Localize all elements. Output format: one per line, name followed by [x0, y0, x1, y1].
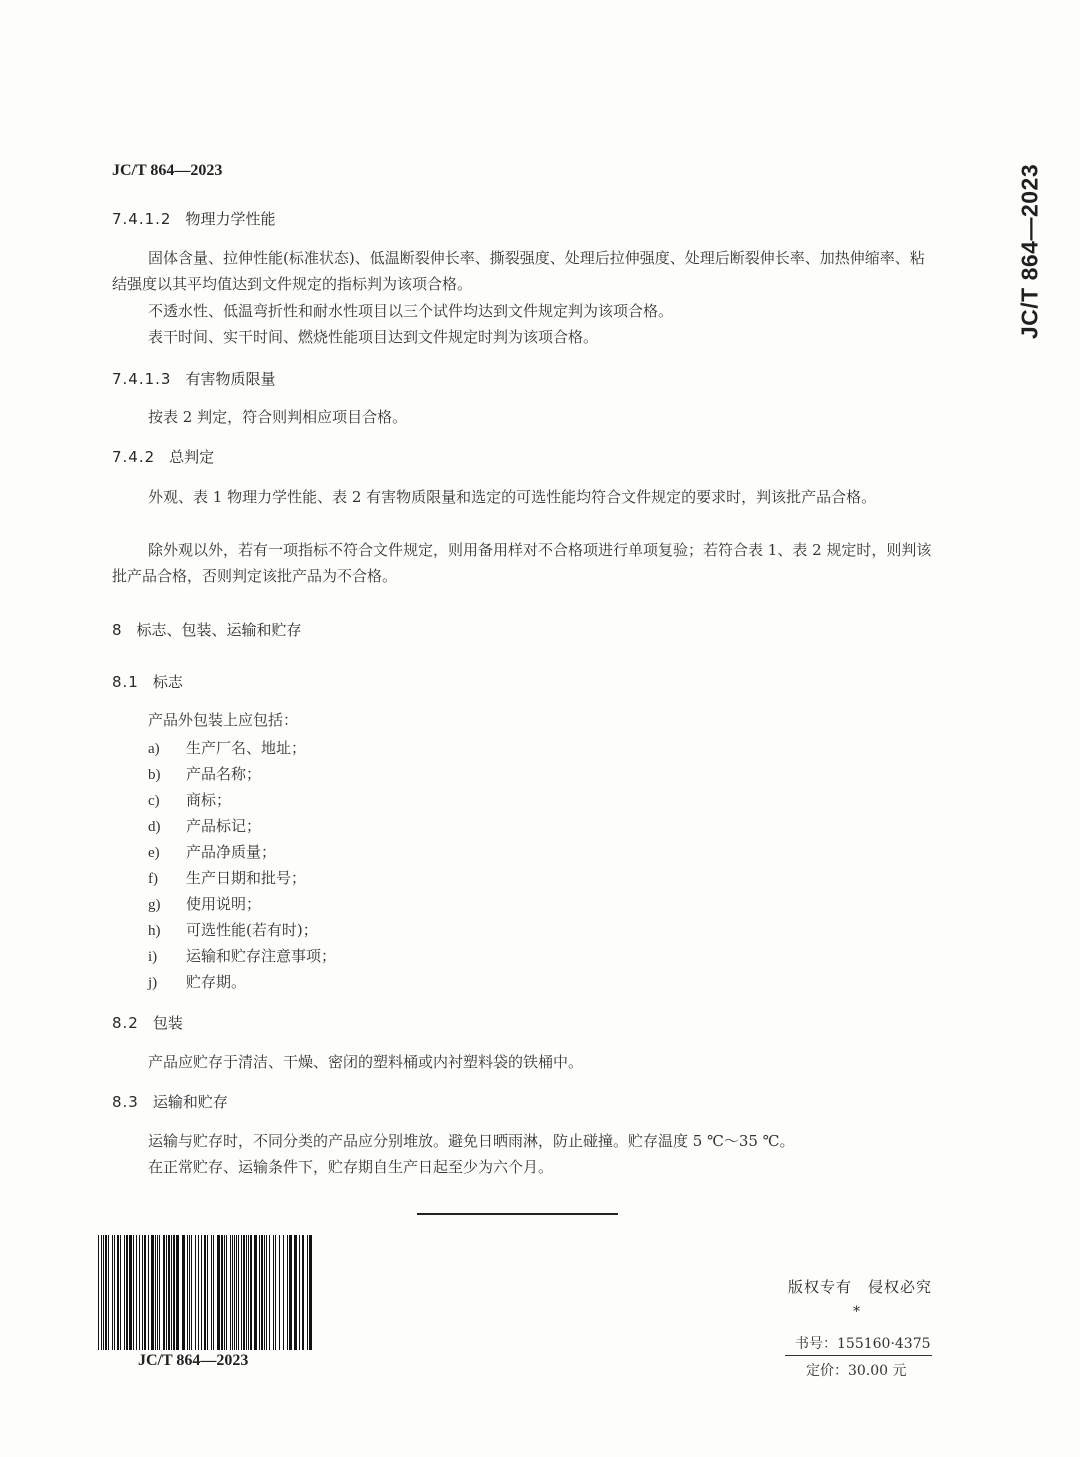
list-item: [148, 763, 261, 784]
list-item: [148, 945, 336, 966]
barcode-image: [96, 1235, 314, 1350]
barcode-bar: [294, 1235, 297, 1350]
list-item: [148, 919, 318, 940]
barcode-bar: [273, 1235, 274, 1350]
list-text: 贮存期。: [186, 973, 247, 991]
heading-number: 8.1: [112, 673, 139, 691]
list-text: 生产厂名、地址；: [186, 739, 307, 757]
barcode-bar: [283, 1235, 284, 1350]
barcode-bar: [236, 1235, 237, 1350]
barcode-bar: [112, 1235, 113, 1350]
list-marker: b): [148, 767, 161, 783]
heading-number: 7.4.2: [112, 448, 156, 466]
list-text: 使用说明；: [186, 895, 262, 913]
heading-8: [112, 619, 302, 640]
list-text: 商标；: [186, 791, 232, 809]
barcode-bar: [159, 1235, 160, 1350]
heading-title: 物理力学性能: [185, 210, 276, 228]
list-item: [148, 737, 306, 758]
barcode-bar: [142, 1235, 143, 1350]
barcode-bar: [129, 1235, 132, 1350]
paragraph: 表干时间、实干时间、燃烧性能项目达到文件规定时判为该项合格。: [148, 328, 599, 346]
price: 定价：30.00 元: [806, 1363, 907, 1379]
barcode-bar: [302, 1235, 304, 1350]
barcode-bar: [120, 1235, 121, 1350]
barcode-bar: [224, 1235, 225, 1350]
list-marker: h): [148, 923, 161, 939]
barcode-bar: [195, 1235, 196, 1350]
barcode-bar: [279, 1235, 280, 1350]
list-text: 可选性能(若有时)；: [186, 921, 318, 939]
barcode-bar: [139, 1235, 140, 1350]
barcode-bar: [309, 1235, 312, 1350]
barcode-bar: [136, 1235, 137, 1350]
heading-number: 8: [112, 621, 123, 639]
barcode-bar: [176, 1235, 179, 1350]
standard-code-header: JC/T 864—2023: [112, 162, 223, 179]
heading-title: 包装: [152, 1014, 183, 1032]
barcode-bar: [259, 1235, 260, 1350]
barcode-bar: [133, 1235, 134, 1350]
barcode-bar: [166, 1235, 167, 1350]
heading-7-4-2: [112, 446, 214, 467]
barcode-bar: [101, 1235, 102, 1350]
paragraph: 除外观以外，若有一项指标不符合文件规定，则用备用样对不合格项进行单项复验；若符合表 1、表 2 规定时，则判该批产品合格，否则判定该批产品为不合格。: [112, 541, 932, 585]
barcode-bar: [171, 1235, 172, 1350]
barcode-bar: [299, 1235, 300, 1350]
barcode-bar: [189, 1235, 190, 1350]
list-text: 产品名称；: [186, 765, 262, 783]
end-rule: [417, 1213, 618, 1215]
paragraph: 外观、表 1 物理力学性能、表 2 有害物质限量和选定的可选性能均符合文件规定的要求时，判该批产品合格。: [148, 488, 877, 506]
barcode-bar: [103, 1235, 104, 1350]
paragraph: 在正常贮存、运输条件下，贮存期自生产日起至少为六个月。: [148, 1158, 554, 1176]
barcode-bar: [98, 1235, 99, 1350]
barcode-bar: [226, 1235, 227, 1350]
barcode-bar: [191, 1235, 192, 1350]
barcode-bar: [182, 1235, 185, 1350]
list-item: [148, 789, 231, 810]
barcode-bar: [168, 1235, 170, 1350]
barcode-bar: [198, 1235, 199, 1350]
barcode-bar: [275, 1235, 276, 1350]
heading-8-2: [112, 1012, 183, 1033]
list-marker: d): [148, 819, 161, 835]
barcode-bar: [114, 1235, 115, 1350]
book-number: 书号：155160·4375: [795, 1336, 931, 1352]
list-marker: e): [148, 845, 160, 861]
list-item: [148, 867, 306, 888]
list-item: [148, 971, 246, 992]
barcode-bar: [155, 1235, 156, 1350]
barcode-bar: [307, 1235, 308, 1350]
barcode-bar: [151, 1235, 154, 1350]
barcode-bar: [243, 1235, 245, 1350]
barcode-bar: [126, 1235, 128, 1350]
barcode-bar: [261, 1235, 263, 1350]
heading-8-1: [112, 671, 183, 692]
list-marker: a): [148, 741, 160, 757]
barcode-bar: [250, 1235, 252, 1350]
price-divider: [785, 1355, 932, 1356]
paragraph: 不透水性、低温弯折性和耐水性项目以三个试件均达到文件规定判为该项合格。: [148, 302, 674, 320]
barcode-bar: [264, 1235, 265, 1350]
barcode-bar: [163, 1235, 165, 1350]
barcode-bar: [238, 1235, 239, 1350]
heading-7-4-1-2: [112, 208, 276, 229]
barcode-bar: [117, 1235, 119, 1350]
paragraph: 固体含量、拉伸性能(标准状态)、低温断裂伸长率、撕裂强度、处理后拉伸强度、处理后断裂伸长率、加热伸缩率、粘结强度以其平均值达到文件规定的指标判为该项合格。: [112, 249, 925, 293]
list-marker: g): [148, 897, 161, 913]
barcode-bar: [207, 1235, 208, 1350]
paragraph: 产品应贮存于清洁、干燥、密闭的塑料桶或内衬塑料袋的铁桶中。: [148, 1053, 584, 1071]
barcode-bar: [230, 1235, 231, 1350]
list-item: [148, 841, 276, 862]
list-item: [148, 893, 261, 914]
barcode-bar: [269, 1235, 270, 1350]
barcode-bar: [234, 1235, 235, 1350]
barcode-bar: [157, 1235, 158, 1350]
heading-title: 有害物质限量: [185, 370, 276, 388]
list-marker: c): [148, 793, 160, 809]
barcode-bar: [287, 1235, 288, 1350]
list-text: 生产日期和批号；: [186, 869, 307, 887]
barcode-bar: [144, 1235, 146, 1350]
barcode-bar: [246, 1235, 247, 1350]
barcode-bar: [173, 1235, 175, 1350]
barcode-bar: [217, 1235, 220, 1350]
barcode-bar: [148, 1235, 149, 1350]
list-item: [148, 815, 261, 836]
heading-number: 8.3: [112, 1093, 139, 1111]
heading-title: 标志、包装、运输和贮存: [136, 621, 302, 639]
paragraph: 产品外包装上应包括：: [148, 711, 299, 729]
heading-number: 7.4.1.2: [112, 210, 172, 228]
barcode-bar: [187, 1235, 188, 1350]
barcode-bar: [211, 1235, 212, 1350]
heading-number: 8.2: [112, 1014, 139, 1032]
barcode-bar: [241, 1235, 242, 1350]
heading-8-3: [112, 1091, 228, 1112]
barcode-bar: [108, 1235, 109, 1350]
list-marker: i): [148, 949, 158, 965]
heading-title: 标志: [152, 673, 183, 691]
heading-7-4-1-3: [112, 368, 276, 389]
barcode-bar: [248, 1235, 249, 1350]
barcode-label: JC/T 864—2023: [138, 1352, 249, 1369]
list-text: 运输和贮存注意事项；: [186, 947, 337, 965]
list-text: 产品净质量；: [186, 843, 277, 861]
barcode-bar: [201, 1235, 202, 1350]
barcode-bar: [221, 1235, 223, 1350]
barcode-bar: [254, 1235, 257, 1350]
barcode-bar: [124, 1235, 125, 1350]
heading-number: 7.4.1.3: [112, 370, 172, 388]
list-marker: j): [148, 975, 158, 991]
barcode-bar: [289, 1235, 292, 1350]
heading-title: 运输和贮存: [152, 1093, 228, 1111]
copyright-notice: 版权专有 侵权必究: [788, 1278, 933, 1296]
list-marker: f): [148, 871, 158, 887]
barcode-bar: [213, 1235, 214, 1350]
paragraph: 按表 2 判定，符合则判相应项目合格。: [148, 408, 408, 426]
side-standard-code: JC/T 864—2023: [1016, 163, 1043, 340]
barcode-bar: [204, 1235, 206, 1350]
barcode-bar: [105, 1235, 107, 1350]
heading-title: 总判定: [169, 448, 215, 466]
barcode-bar: [266, 1235, 267, 1350]
barcode-bar: [232, 1235, 233, 1350]
star-mark: *: [853, 1304, 860, 1320]
paragraph: 运输与贮存时，不同分类的产品应分别堆放。避免日晒雨淋，防止碰撞。贮存温度 5 ℃～35 ℃。: [148, 1132, 795, 1150]
list-text: 产品标记；: [186, 817, 262, 835]
